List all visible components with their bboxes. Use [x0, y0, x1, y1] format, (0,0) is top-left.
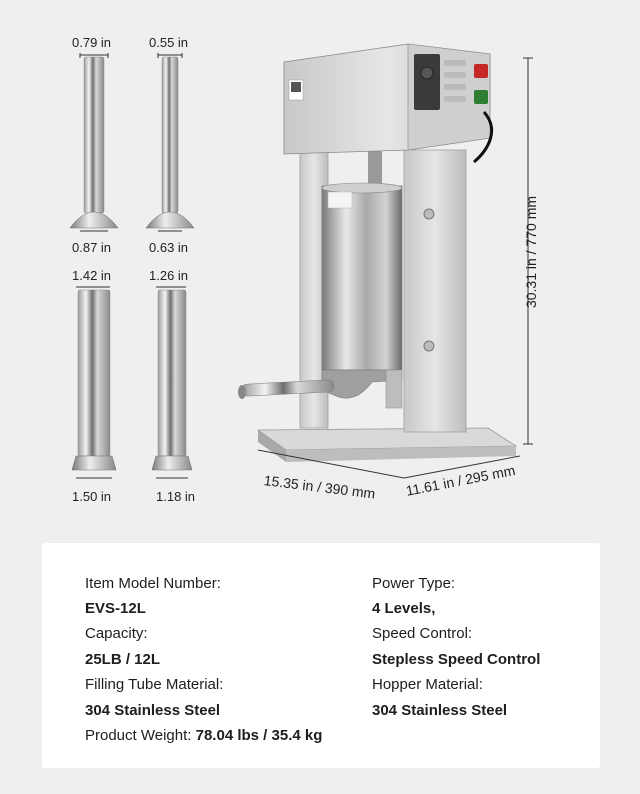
filling-tube-1 — [70, 53, 118, 231]
machine-depth-label: 11.61 in / 295 mm — [404, 461, 517, 499]
product-weight-value: 78.04 lbs / 35.4 kg — [195, 727, 323, 744]
tube-1-base-diameter: 0.87 in — [72, 240, 112, 255]
filling-tube-3 — [72, 287, 116, 478]
power-type-label: Power Type: — [372, 575, 456, 592]
speed-control-value: Stepless Speed Control — [372, 651, 541, 668]
tube-material-value: 304 Stainless Steel — [85, 702, 221, 719]
tube-2-top-diameter: 0.55 in — [149, 35, 189, 50]
model-number-value: EVS-12L — [85, 600, 146, 617]
tube-4-base-diameter: 1.18 in — [156, 489, 196, 504]
tube-3-top-diameter: 1.42 in — [72, 268, 112, 283]
tube-4-top-diameter: 1.26 in — [149, 268, 189, 283]
product-weight-label: Product Weight: — [85, 727, 196, 744]
model-number-label: Item Model Number: — [85, 575, 221, 592]
tube-material-label: Filling Tube Material: — [85, 676, 224, 693]
machine-width-label: 15.35 in / 390 mm — [263, 472, 377, 502]
capacity-label: Capacity: — [85, 625, 148, 642]
capacity-value: 25LB / 12L — [85, 651, 161, 668]
hopper-material-label: Hopper Material: — [372, 676, 483, 693]
tube-2-base-diameter: 0.63 in — [149, 240, 189, 255]
machine-height-label: 30.31 in / 770 mm — [523, 195, 540, 309]
filling-tube-2 — [146, 53, 194, 231]
tube-3-base-diameter: 1.50 in — [72, 489, 112, 504]
speed-control-label: Speed Control: — [372, 625, 473, 642]
tube-1-top-diameter: 0.79 in — [72, 35, 112, 50]
filling-tube-4 — [152, 287, 192, 478]
hopper-material-value: 304 Stainless Steel — [372, 702, 508, 719]
product-weight-row — [85, 727, 322, 744]
sausage-stuffer-machine — [238, 44, 516, 462]
power-type-value: 4 Levels, — [372, 600, 436, 617]
spec-card — [42, 543, 600, 768]
